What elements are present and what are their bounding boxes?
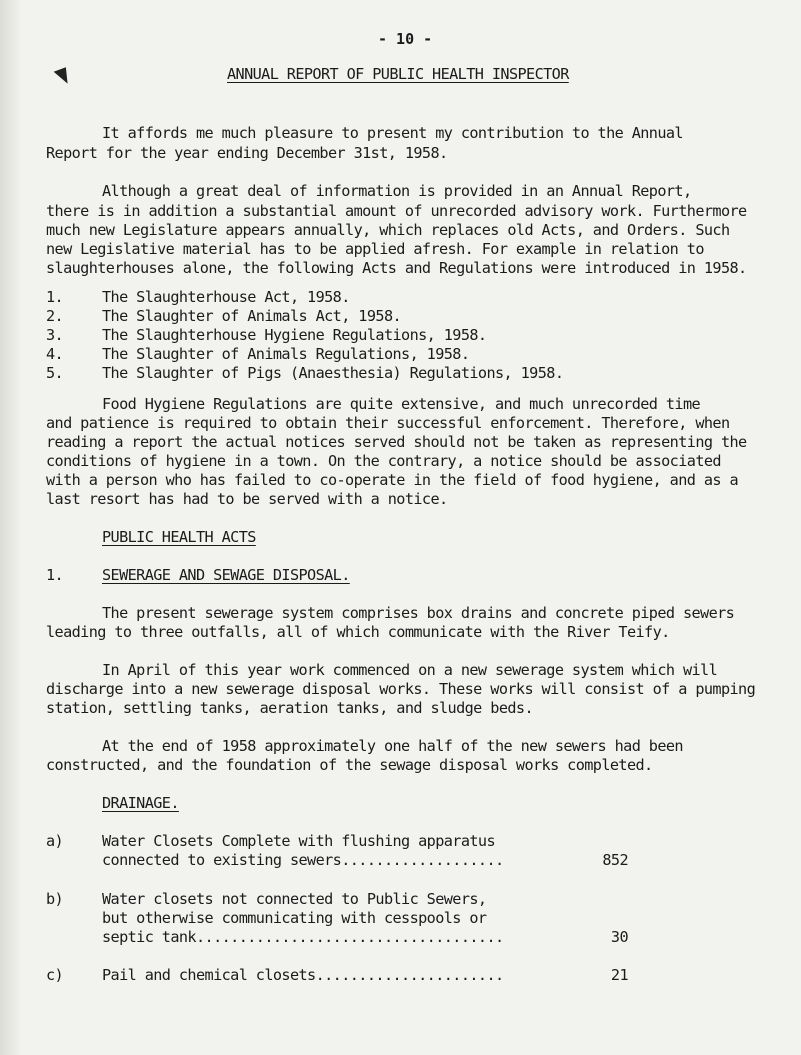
page-title: ANNUAL REPORT OF PUBLIC HEALTH INSPECTOR: [227, 65, 569, 83]
list-item-number: 4.: [46, 345, 64, 363]
paragraph-line: last resort has had to be served with a notice.: [46, 490, 448, 508]
drainage-item-label: c): [46, 966, 64, 984]
paragraph-line: Although a great deal of information is provided in an Annual Report,: [102, 182, 692, 200]
paragraph-line: new Legislative material has to be applied afresh. For example in relation to: [46, 240, 704, 258]
drainage-item-text: connected to existing sewers...................: [102, 851, 504, 869]
drainage-item-text: Pail and chemical closets......................: [102, 966, 504, 984]
scan-shadow: [0, 0, 22, 1055]
paragraph-line: discharge into a new sewerage disposal works. These works will consist of a pumping: [46, 680, 756, 698]
paragraph-line: slaughterhouses alone, the following Acts and Regulations were introduced in 1958.: [46, 259, 747, 277]
paragraph-line: In April of this year work commenced on a new sewerage system which will: [102, 661, 718, 679]
drainage-item-value: 852: [602, 851, 628, 869]
list-item-number: 2.: [46, 307, 64, 325]
paragraph-line: At the end of 1958 approximately one half of the new sewers had been: [102, 737, 683, 755]
section-heading: DRAINAGE.: [102, 794, 179, 812]
drainage-item-text: Water Closets Complete with flushing apparatus: [102, 832, 496, 850]
list-item-number: 3.: [46, 326, 64, 344]
section-heading: PUBLIC HEALTH ACTS: [102, 528, 256, 546]
scan-mark-icon: [54, 67, 72, 86]
list-item: The Slaughterhouse Act, 1958.: [102, 288, 350, 306]
drainage-item-text: Water closets not connected to Public Sewers,: [102, 890, 487, 908]
drainage-item-label: b): [46, 890, 64, 908]
paragraph-line: there is in addition a substantial amount of unrecorded advisory work. Furthermore: [46, 202, 747, 220]
section-title: SEWERAGE AND SEWAGE DISPOSAL.: [102, 566, 350, 584]
page-number: - 10 -: [378, 30, 433, 48]
paragraph-line: The present sewerage system comprises box drains and concrete piped sewers: [102, 604, 735, 622]
paragraph-line: station, settling tanks, aeration tanks, and sludge beds.: [46, 699, 533, 717]
paragraph-line: leading to three outfalls, all of which communicate with the River Teify.: [46, 623, 670, 641]
drainage-item-value: 21: [610, 966, 628, 984]
list-item: The Slaughter of Animals Regulations, 1958.: [102, 345, 470, 363]
paragraph-line: with a person who has failed to co-operate in the field of food hygiene, and as a: [46, 471, 739, 489]
list-item: The Slaughter of Animals Act, 1958.: [102, 307, 402, 325]
paragraph-line: Food Hygiene Regulations are quite extensive, and much unrecorded time: [102, 395, 701, 413]
paragraph-line: constructed, and the foundation of the sewage disposal works completed.: [46, 756, 653, 774]
section-number: 1.: [46, 566, 64, 584]
paragraph-line: much new Legislature appears annually, which replaces old Acts, and Orders. Such: [46, 221, 730, 239]
list-item: The Slaughterhouse Hygiene Regulations, 1958.: [102, 326, 487, 344]
list-item-number: 1.: [46, 288, 64, 306]
drainage-item-text: but otherwise communicating with cesspools or: [102, 909, 487, 927]
paragraph-line: reading a report the actual notices served should not be taken as representing the: [46, 433, 747, 451]
list-item: The Slaughter of Pigs (Anaesthesia) Regulations, 1958.: [102, 364, 564, 382]
drainage-item-value: 30: [610, 928, 628, 946]
list-item-number: 5.: [46, 364, 64, 382]
paragraph-line: and patience is required to obtain their successful enforcement. Therefore, when: [46, 414, 730, 432]
drainage-item-text: septic tank....................................: [102, 928, 504, 946]
paragraph-line: conditions of hygiene in a town. On the contrary, a notice should be associated: [46, 452, 721, 470]
drainage-item-label: a): [46, 832, 64, 850]
intro-line: It affords me much pleasure to present my contribution to the Annual: [102, 124, 683, 142]
intro-line: Report for the year ending December 31st, 1958.: [46, 144, 448, 162]
